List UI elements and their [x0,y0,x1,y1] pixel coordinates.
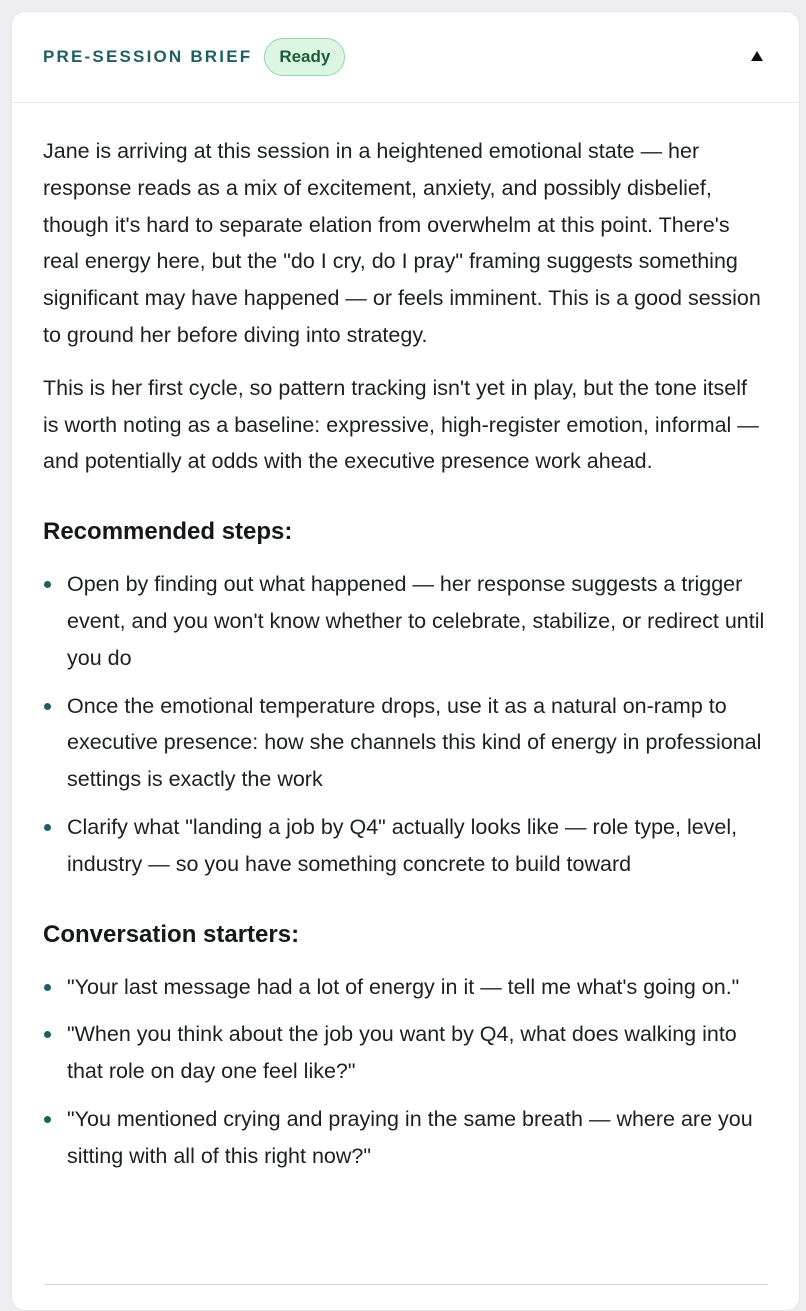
bullet-icon [44,581,51,588]
bullet-icon [44,1031,51,1038]
pre-session-brief-card [11,11,800,1311]
recommended-steps-heading: Recommended steps: [43,518,293,546]
list-item [43,1016,768,1090]
bullet-icon [44,703,51,710]
caret-up-icon [751,51,763,61]
collapse-toggle-button[interactable] [746,45,768,67]
list-item [43,809,768,883]
starter-text: "Your last message had a lot of energy in it — tell me what's going on." [67,974,740,999]
recommended-steps-list [43,566,768,882]
list-item [43,688,768,798]
list-item [43,1101,768,1175]
conversation-starters-list [43,969,768,1175]
footer-divider [43,1284,768,1285]
brief-header[interactable] [12,12,799,103]
bullet-icon [44,984,51,991]
bullet-icon [44,824,51,831]
starter-text: "When you think about the job you want by Q4, what does walking into that role on day one feel like?" [67,1022,737,1084]
brief-body [12,103,799,1175]
baseline-paragraph: This is her first cycle, so pattern tracking isn't yet in play, but the tone itself is worth noting as a baseline: expressive, high-register emotion, informal — and potentially at odds with the executive presence work ahead. [43,375,759,474]
status-badge: Ready [264,38,345,76]
conversation-starters-heading: Conversation starters: [43,920,300,948]
summary-paragraph: Jane is arriving at this session in a heightened emotional state — her response reads as a mix of excitement, anxiety, and possibly disbelief, though it's hard to separate elation from overwhelm at this point. There's real energy here, but the "do I cry, do I pray" framing suggests something significant may have happened — or feels imminent. This is a good session to ground her before diving into strategy. [43,139,761,347]
starter-text: "You mentioned crying and praying in the same breath — where are you sitting with all of this right now?" [67,1106,753,1168]
step-text: Open by finding out what happened — her response suggests a trigger event, and you won't know whether to celebrate, stabilize, or redirect until you do [67,572,765,670]
list-item [43,566,768,676]
brief-title: PRE-SESSION BRIEF [43,47,253,66]
step-text: Once the emotional temperature drops, use it as a natural on-ramp to executive presence: how she channels this kind of energy in professional settings is exactly the work [67,693,762,792]
step-text: Clarify what "landing a job by Q4" actually looks like — role type, level, industry — so you have something concrete to build toward [67,814,738,876]
list-item [43,969,768,1006]
bullet-icon [44,1116,51,1123]
